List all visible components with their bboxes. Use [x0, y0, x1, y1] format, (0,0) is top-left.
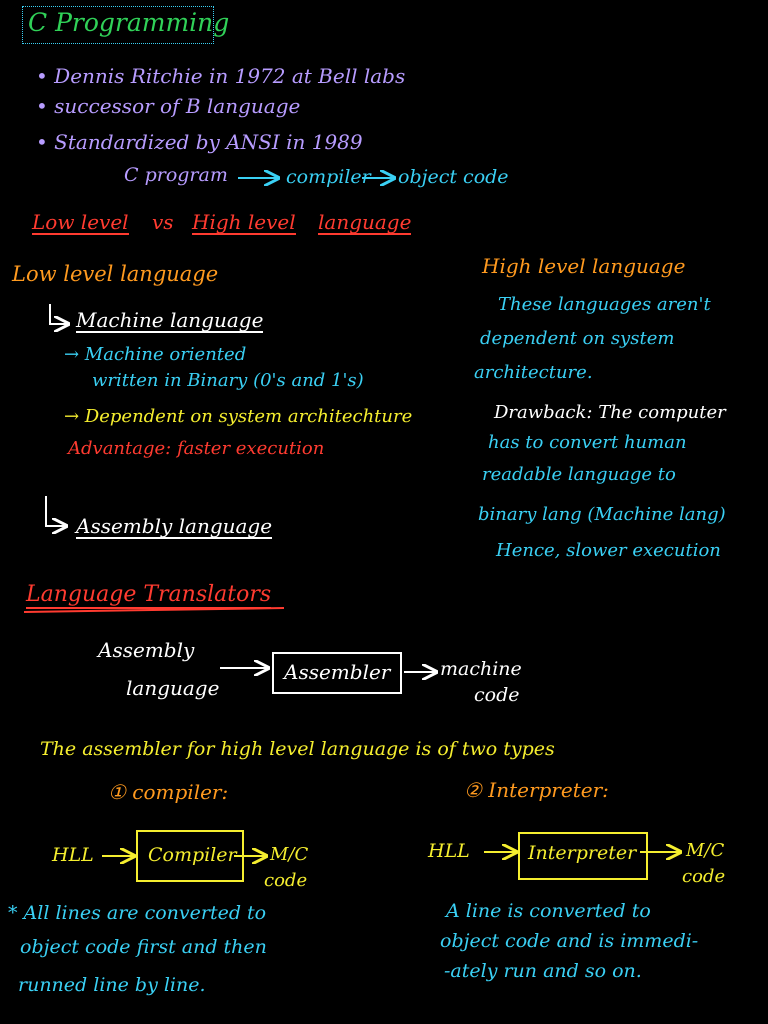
- interpreter-note-1: A line is converted to: [446, 900, 651, 922]
- fact-line-1: • Dennis Ritchie in 1972 at Bell labs: [36, 64, 406, 88]
- translators-heading: Language Translators: [26, 582, 272, 607]
- machine-code-label-2: code: [474, 684, 520, 706]
- interpreter-note-3: -ately run and so on.: [444, 960, 642, 982]
- compiler-hll-label: HLL: [52, 844, 94, 866]
- high-desc-3: architecture.: [474, 362, 593, 383]
- heading-low-level: Low level: [32, 210, 129, 234]
- drawback-3: readable language to: [482, 464, 676, 485]
- fact-line-3: • Standardized by ANSI in 1989: [36, 130, 363, 154]
- flow-compiler: compiler: [286, 166, 371, 188]
- machine-code-label-1: machine: [440, 658, 522, 680]
- high-desc-1: These languages aren't: [498, 294, 711, 315]
- heading-language: language: [318, 210, 412, 234]
- heading-high-level: High level: [192, 210, 296, 234]
- fact-line-2: • successor of B language: [36, 94, 301, 118]
- interpreter-type-label: ② Interpreter:: [464, 778, 609, 802]
- compiler-note-1: * All lines are converted to: [8, 902, 267, 924]
- compiler-note-3: runned line by line.: [18, 974, 206, 996]
- interpreter-note-2: object code and is immedi-: [440, 930, 699, 952]
- drawback-4: binary lang (Machine lang): [478, 504, 726, 525]
- machine-language-title: Machine language: [76, 308, 264, 332]
- assembler-label: Assembler: [284, 660, 391, 684]
- interpreter-box-label: Interpreter: [528, 842, 637, 864]
- low-level-heading: Low level language: [12, 262, 219, 286]
- compiler-box-label: Compiler: [148, 844, 237, 866]
- drawback-5: Hence, slower execution: [496, 540, 721, 561]
- machine-point-3: → Dependent on system architechture: [64, 406, 413, 427]
- high-desc-2: dependent on system: [480, 328, 675, 349]
- interpreter-hll-label: HLL: [428, 840, 470, 862]
- drawback-2: has to convert human: [488, 432, 687, 453]
- advantage-text: Advantage: faster execution: [68, 438, 325, 459]
- assembly-connector: [46, 496, 66, 526]
- machine-point-2: written in Binary (0's and 1's): [92, 370, 364, 391]
- compiler-mc-label-1: M/C: [270, 844, 309, 865]
- types-sentence: The assembler for high level language is of two types: [40, 738, 555, 760]
- machine-connector: [50, 304, 68, 324]
- compiler-type-label: ① compiler:: [108, 780, 229, 804]
- page-title: C Programming: [28, 8, 230, 37]
- high-level-heading: High level language: [482, 254, 686, 278]
- flow-object-code: object code: [398, 166, 509, 188]
- drawback-1: Drawback: The computer: [494, 402, 726, 423]
- compiler-mc-label-2: code: [264, 870, 308, 891]
- assembly-language-title: Assembly language: [76, 514, 273, 538]
- machine-point-1: → Machine oriented: [64, 344, 247, 365]
- interpreter-mc-label-2: code: [682, 866, 726, 887]
- flow-c-program: C program: [124, 164, 228, 186]
- compiler-note-2: object code first and then: [20, 936, 267, 958]
- assembly-label-1: Assembly: [98, 638, 195, 662]
- interpreter-mc-label-1: M/C: [686, 840, 725, 861]
- heading-vs: vs: [152, 210, 174, 234]
- assembly-label-2: language: [126, 676, 220, 700]
